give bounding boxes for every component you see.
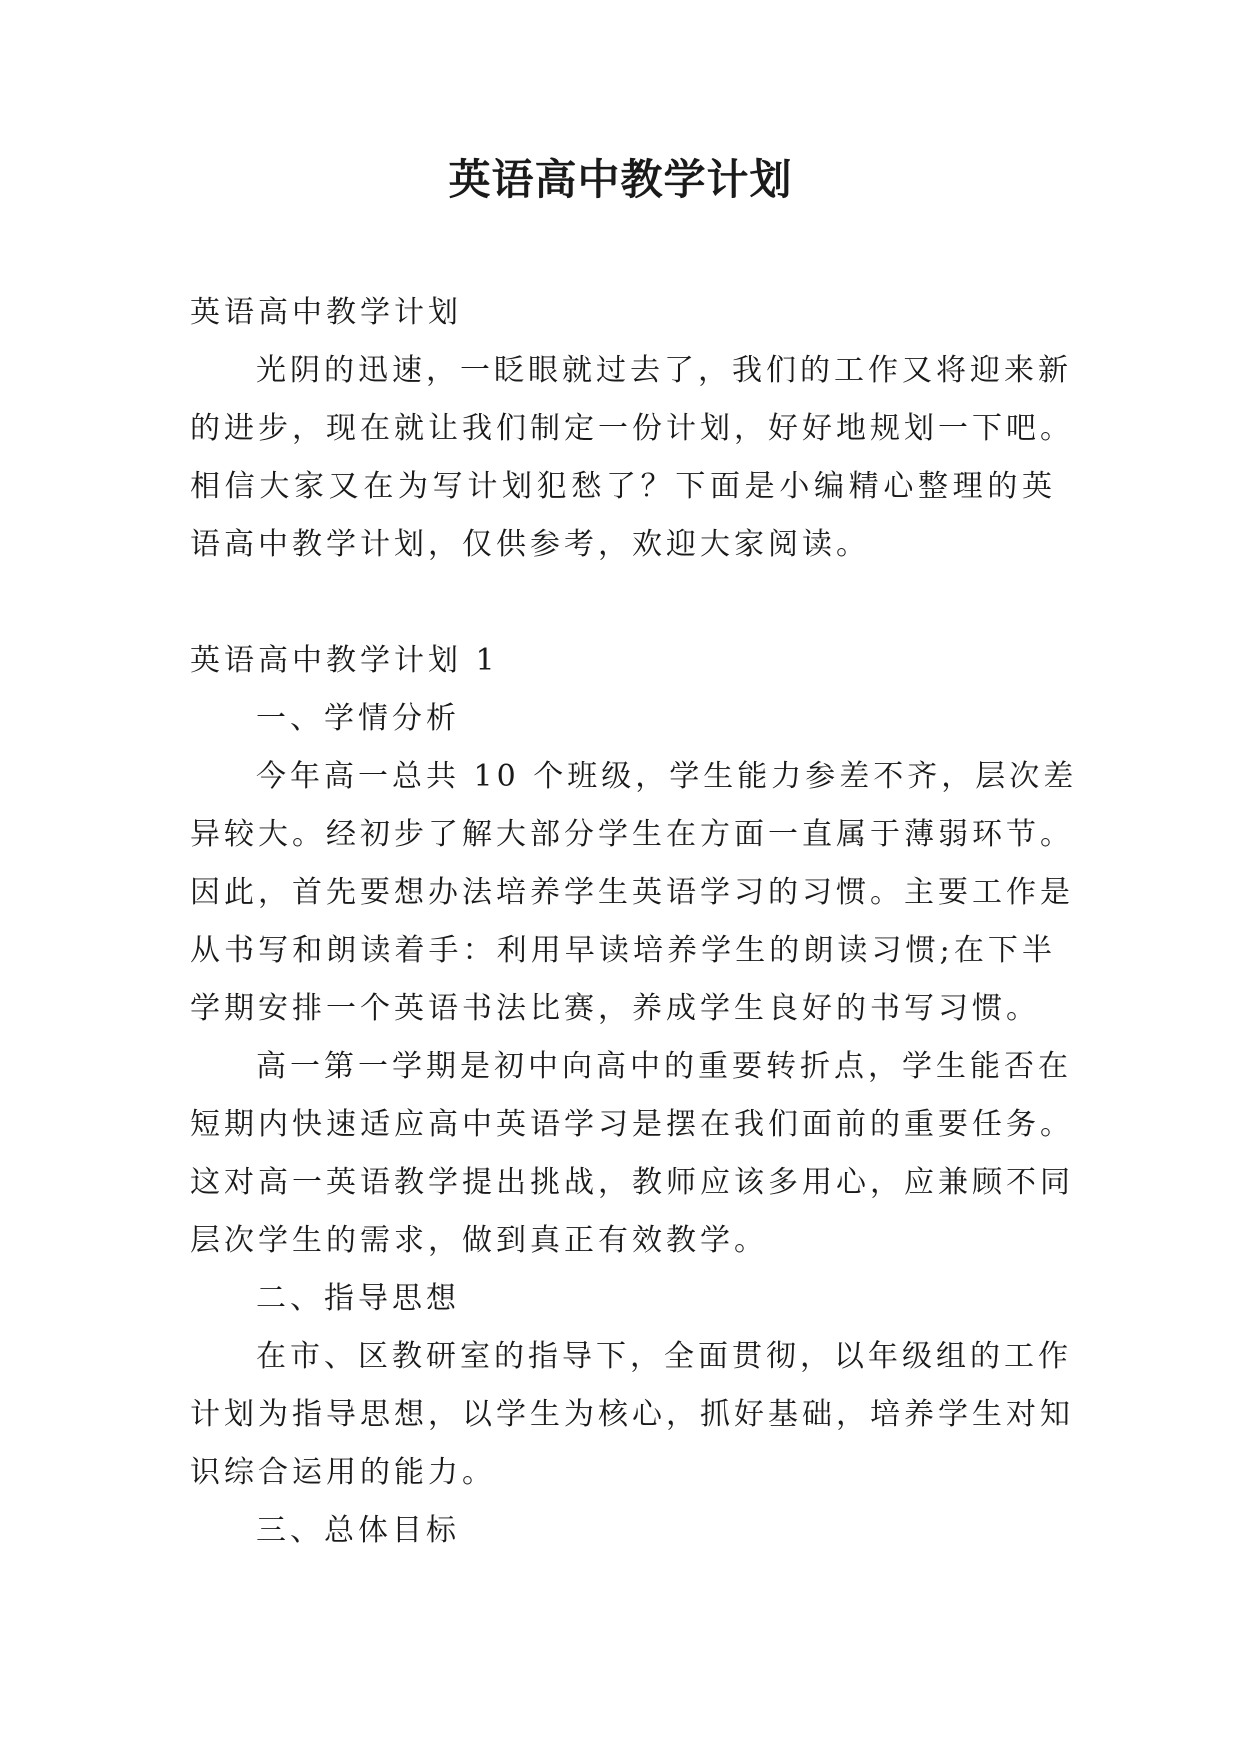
intro-paragraph-line: 光阴的迅速，一眨眼就过去了，我们的工作又将迎来新 [256, 353, 1072, 388]
guiding-paragraph-line: 计划为指导思想，以学生为核心，抓好基础，培养学生对知 [190, 1397, 1074, 1432]
guiding-paragraph-line: 在市、区教研室的指导下，全面贯彻，以年级组的工作 [256, 1339, 1072, 1374]
analysis-paragraph-line: 今年高一总共 10 个班级，学生能力参差不齐，层次差 [256, 759, 1078, 794]
paragraph-gap [190, 574, 1056, 632]
transition-paragraph-line: 这对高一英语教学提出挑战，教师应该多用心，应兼顾不同 [190, 1165, 1074, 1200]
section-heading-analysis: 一、学情分析 [256, 701, 460, 736]
guiding-paragraph-line: 识综合运用的能力。 [190, 1455, 496, 1490]
doc-subtitle: 英语高中教学计划 [190, 295, 462, 330]
transition-paragraph-line: 高一第一学期是初中向高中的重要转折点，学生能否在 [256, 1049, 1072, 1084]
intro-paragraph-line: 语高中教学计划，仅供参考，欢迎大家阅读。 [190, 527, 870, 562]
section-heading-overall-goals: 三、总体目标 [256, 1513, 460, 1548]
analysis-paragraph-line: 因此，首先要想办法培养学生英语学习的习惯。主要工作是 [190, 875, 1074, 910]
intro-paragraph-line: 的进步，现在就让我们制定一份计划，好好地规划一下吧。 [190, 411, 1074, 446]
section-heading-guiding-thought: 二、指导思想 [256, 1281, 460, 1316]
analysis-paragraph-line: 从书写和朗读着手：利用早读培养学生的朗读习惯;在下半 [190, 933, 1056, 968]
section-heading-plan-1: 英语高中教学计划 1 [190, 643, 499, 678]
analysis-paragraph-line: 异较大。经初步了解大部分学生在方面一直属于薄弱环节。 [190, 817, 1074, 852]
intro-paragraph-line: 相信大家又在为写计划犯愁了？下面是小编精心整理的英 [190, 469, 1056, 504]
transition-paragraph-line: 层次学生的需求，做到真正有效教学。 [190, 1223, 768, 1258]
transition-paragraph-line: 短期内快速适应高中英语学习是摆在我们面前的重要任务。 [190, 1107, 1074, 1142]
document-title: 英语高中教学计划 [448, 155, 793, 204]
document-body [190, 284, 1078, 1560]
analysis-paragraph-line: 学期安排一个英语书法比赛，养成学生良好的书写习惯。 [190, 991, 1040, 1026]
